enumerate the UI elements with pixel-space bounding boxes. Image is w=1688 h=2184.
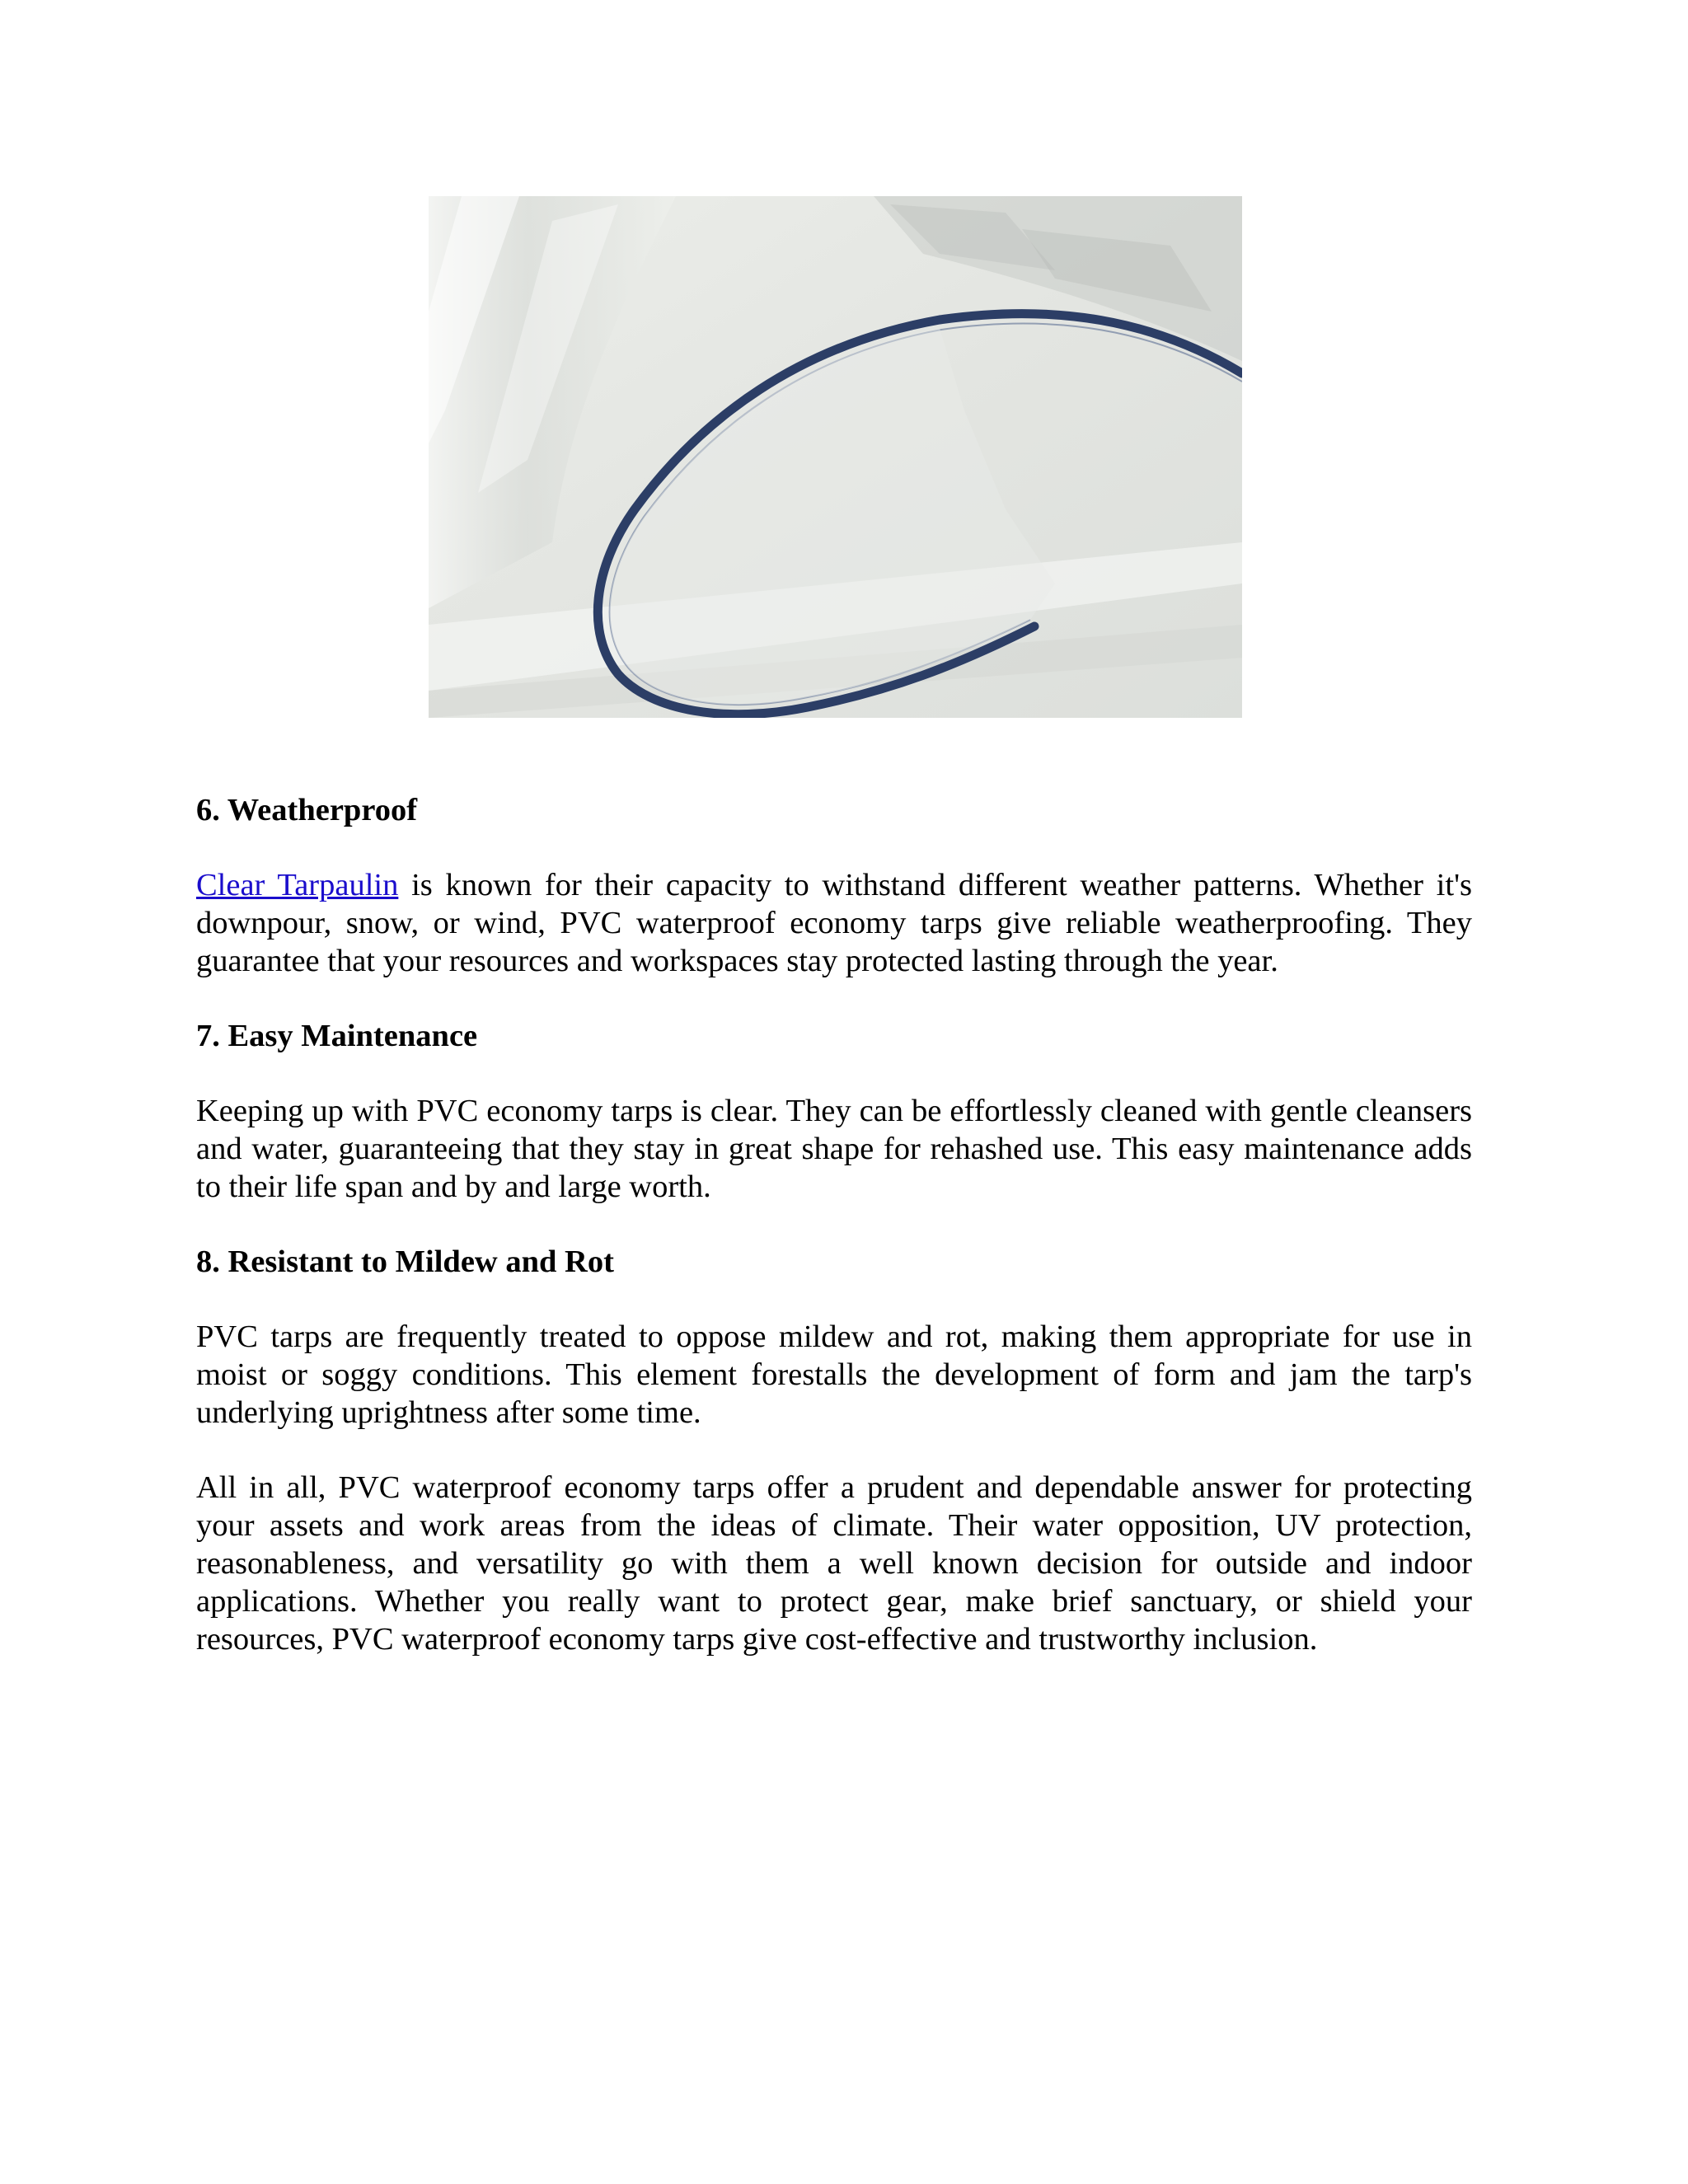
section-heading-mildew-rot: 8. Resistant to Mildew and Rot bbox=[196, 1244, 614, 1279]
clear-tarpaulin-link[interactable]: Clear Tarpaulin bbox=[196, 868, 399, 902]
section-heading-easy-maintenance: 7. Easy Maintenance bbox=[196, 1019, 478, 1053]
section-heading-weatherproof: 6. Weatherproof bbox=[196, 793, 418, 827]
article-body bbox=[196, 791, 1472, 1695]
section-paragraph-weatherproof bbox=[196, 866, 1472, 980]
section-paragraph-easy-maintenance: Keeping up with PVC economy tarps is clear. They can be effortlessly cleaned with gentle cleansers and water, guaranteeing that they stay in great shape for rehashed use. This easy maintenance adds to their life span and by and large worth. bbox=[196, 1094, 1472, 1204]
section-paragraph-mildew-rot: PVC tarps are frequently treated to oppose mildew and rot, making them appropriate for use in moist or soggy conditions. This element forestalls the development of form and jam the tarp's underlying uprightness after some time. bbox=[196, 1319, 1472, 1430]
conclusion-paragraph: All in all, PVC waterproof economy tarps offer a prudent and dependable answer for protecting your assets and work areas from the ideas of climate. Their water opposition, UV protection, reasonableness, and versatility go with them a well known decision for outside and indoor applications. Whether you really want to protect gear, make brief sanctuary, or shield your resources, PVC waterproof economy tarps give cost-effective and trustworthy inclusion. bbox=[196, 1470, 1472, 1657]
weatherproof-text: is known for their capacity to withstand different weather patterns. Whether it's downpour, snow, or wind, PVC waterproof economy tarps give reliable weatherproofing. They guarantee that your resources and workspaces stay protected lasting through the year. bbox=[196, 868, 1472, 978]
clear-tarp-photo bbox=[429, 196, 1242, 718]
clear-tarp-image bbox=[429, 196, 1242, 718]
